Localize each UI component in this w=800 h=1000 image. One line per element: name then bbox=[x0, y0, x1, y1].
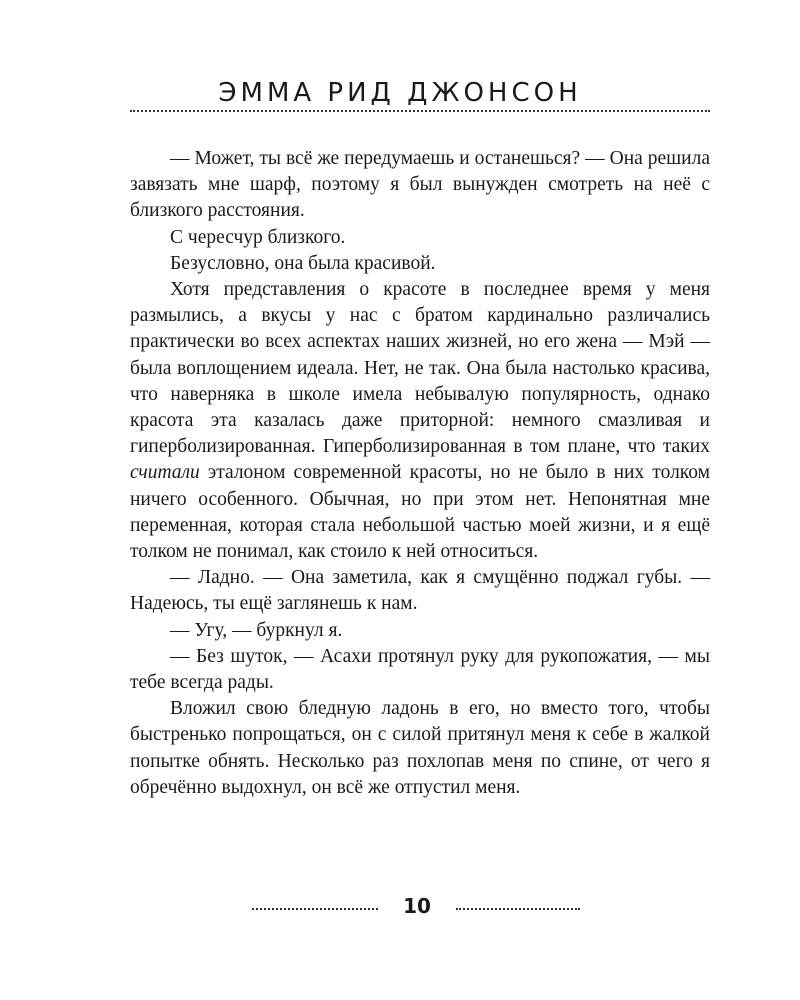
paragraph-7: — Без шуток, — Асахи протянул руку для рукопожатия, — мы тебе всегда рады. bbox=[130, 645, 710, 694]
footer-dotted-rule-left bbox=[252, 908, 378, 910]
paragraph-4-emphasis: считали bbox=[130, 462, 200, 484]
paragraph-6: — Угу, — буркнул я. bbox=[170, 619, 343, 641]
paragraph-1: — Может, ты всё же передумаешь и останешься? — Она решила завязать мне шарф, поэтому я был вынужден смотреть на неё с близкого расстояния. bbox=[130, 148, 710, 222]
paragraph-4-end: эталоном современной красоты, но не было в них толком ничего особенного. Обычная, но при этом нет. Непонятная мне переменная, которая стала небольшой частью моей жизни, и я ещё толком не понимал, как стоило к ней относиться. bbox=[130, 462, 710, 563]
page-number: 10 bbox=[403, 894, 431, 918]
running-head-author: ЭММА РИД ДЖОНСОН bbox=[218, 78, 582, 108]
body-text bbox=[130, 146, 710, 801]
paragraph-5: — Ладно. — Она заметила, как я смущённо поджал губы. — Надеюсь, ты ещё заглянешь к нам. bbox=[130, 567, 710, 615]
paragraph-4 bbox=[130, 277, 710, 565]
paragraph-8: Вложил свою бледную ладонь в его, но вместо того, чтобы быстренько попрощаться, он с силой притянул меня к себе в жалкой попытке обнять. Несколько раз похлопав меня по спине, от чего я обречённо выдохнул, он всё же отпустил меня. bbox=[130, 698, 710, 798]
paragraph-2: С чересчур близкого. bbox=[170, 226, 346, 248]
paragraph-3: Безусловно, она была красивой. bbox=[170, 252, 436, 274]
header-dotted-rule bbox=[130, 110, 710, 112]
footer-dotted-rule-right bbox=[456, 908, 580, 910]
paragraph-4-start: Хотя представления о красоте в последнее время у меня размылись, а вкусы у нас с братом кардинально различались практически во всех аспектах наших жизней, но его жена — Мэй — была воплощением идеала. Нет, не так. Она была настолько красива, что наверняка в школе имела небывалую популярность, однако красота эта казалась даже приторной: немного смазливая и гиперболизированная. Гиперболизированная в том плане, что таких bbox=[130, 279, 710, 458]
